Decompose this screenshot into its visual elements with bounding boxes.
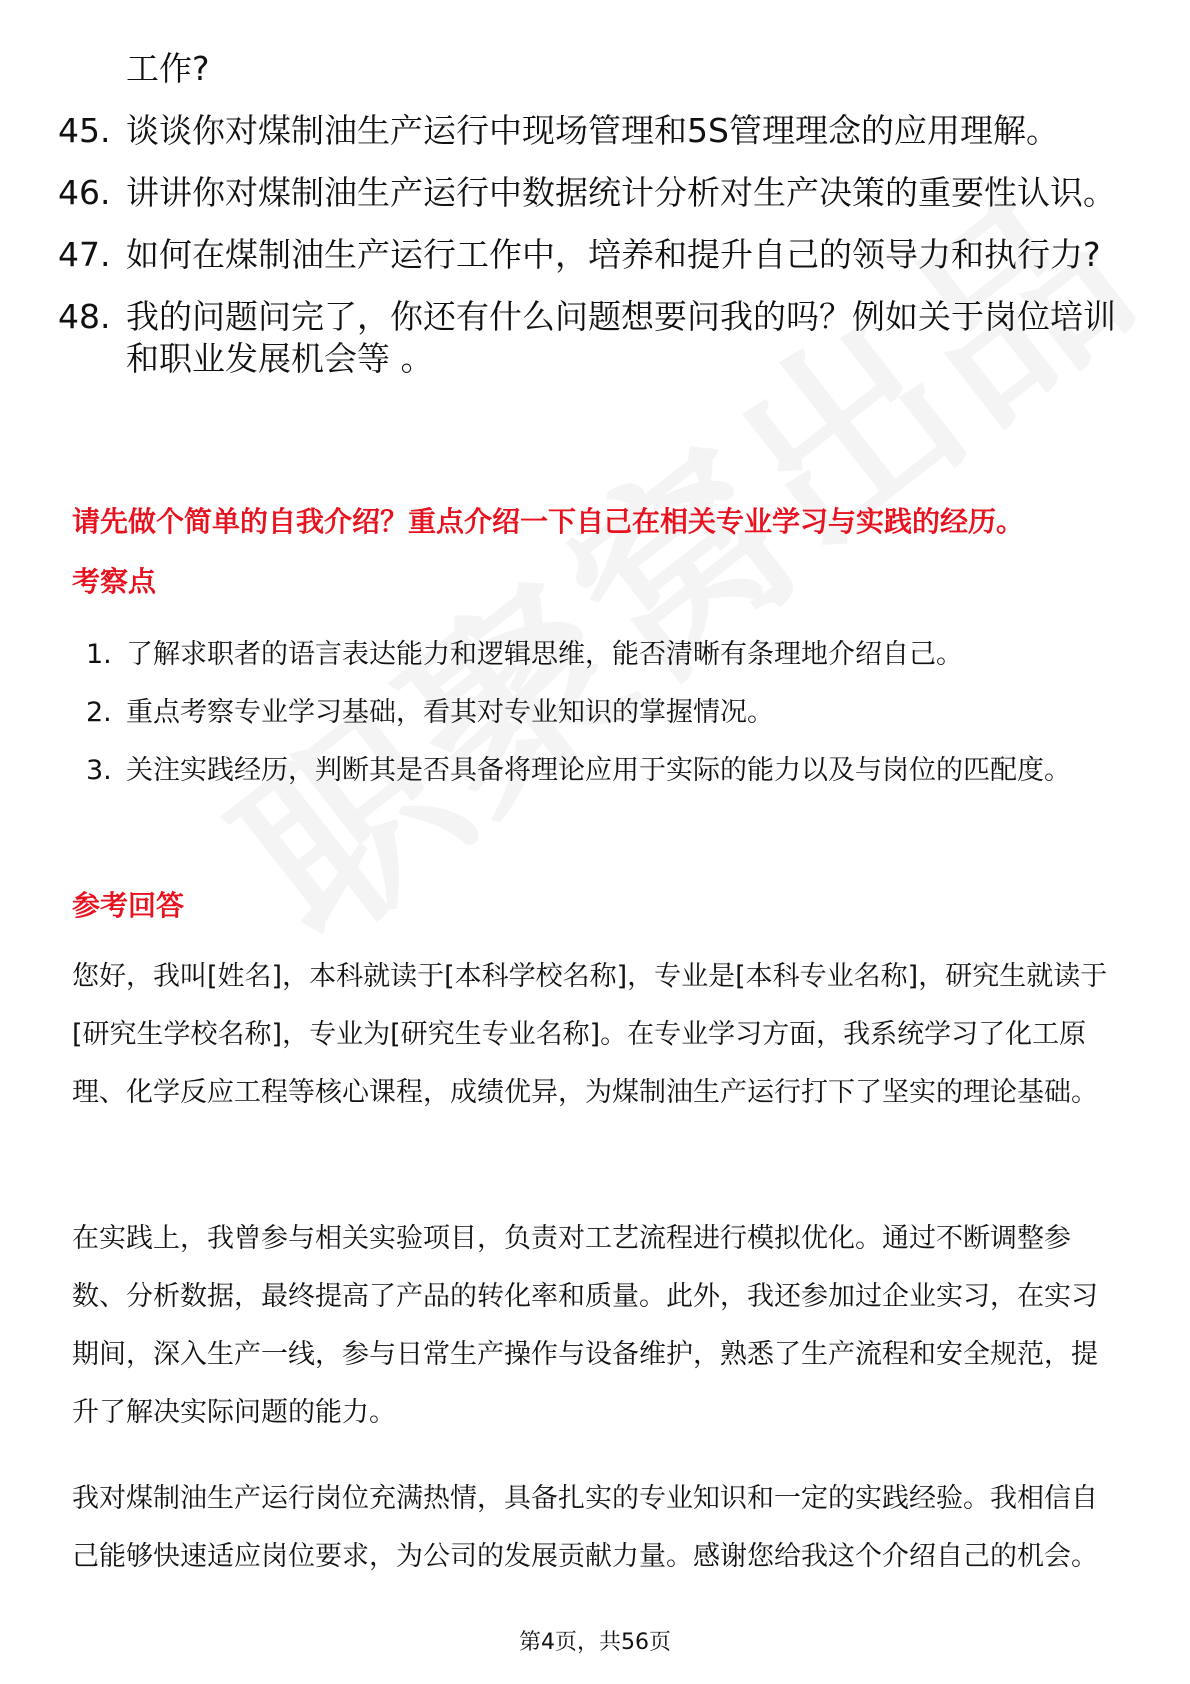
point-number: 2.: [86, 697, 112, 728]
point-number: 3.: [86, 755, 112, 786]
question-item: [58, 296, 1138, 380]
assessment-point: [86, 742, 1116, 800]
interview-question-heading: 请先做个简单的自我介绍？重点介绍一下自己在相关专业学习与实践的经历。: [72, 505, 1025, 538]
assessment-points-heading: 考察点: [72, 565, 157, 598]
question-number: 48.: [58, 297, 111, 336]
question-text: 我的问题问完了，你还有什么问题想要问我的吗？例如关于岗位培训和职业发展机会等 。: [126, 297, 1116, 378]
question-text: 如何在煤制油生产运行工作中，培养和提升自己的领导力和执行力?: [126, 235, 1101, 274]
reference-answer-heading: 参考回答: [72, 889, 185, 922]
question-item: [58, 172, 1138, 214]
question-text: 讲讲你对煤制油生产运行中数据统计分析对生产决策的重要性认识。: [126, 173, 1116, 212]
question-item: [58, 234, 1138, 276]
answer-paragraph: 您好，我叫[姓名]，本科就读于[本科学校名称]，专业是[本科专业名称]，研究生就读于[研究生学校名称]，专业为[研究生专业名称]。在专业学习方面，我系统学习了化工原理、化学反应工程等核心课程，成绩优异，为煤制油生产运行打下了坚实的理论基础。: [72, 961, 1108, 1108]
question-text: 谈谈你对煤制油生产运行中现场管理和5S管理理念的应用理解。: [126, 111, 1059, 150]
question-continuation: 工作?: [126, 49, 210, 88]
assessment-points-list: [86, 626, 1116, 800]
answer-paragraph: 我对煤制油生产运行岗位充满热情，具备扎实的专业知识和一定的实践经验。我相信自己能够快速适应岗位要求，为公司的发展贡献力量。感谢您给我这个介绍自己的机会。: [72, 1483, 1098, 1572]
point-text: 关注实践经历，判断其是否具备将理论应用于实际的能力以及与岗位的匹配度。: [126, 755, 1071, 786]
question-number: 45.: [58, 111, 111, 150]
assessment-point: [86, 626, 1116, 684]
point-text: 了解求职者的语言表达能力和逻辑思维，能否清晰有条理地介绍自己。: [126, 639, 963, 670]
question-item: [58, 110, 1138, 152]
question-list: [58, 48, 1138, 400]
question-number: 47.: [58, 235, 111, 274]
point-text: 重点考察专业学习基础，看其对专业知识的掌握情况。: [126, 697, 774, 728]
answer-paragraph: 在实践上，我曾参与相关实验项目，负责对工艺流程进行模拟优化。通过不断调整参数、分析数据，最终提高了产品的转化率和质量。此外，我还参加过企业实习，在实习期间，深入生产一线，参与日常生产操作与设备维护，熟悉了生产流程和安全规范，提升了解决实际问题的能力。: [72, 1223, 1098, 1428]
assessment-point: [86, 684, 1116, 742]
point-number: 1.: [86, 639, 112, 670]
question-number: 46.: [58, 173, 111, 212]
page-number: 第4页，共56页: [519, 1630, 671, 1655]
